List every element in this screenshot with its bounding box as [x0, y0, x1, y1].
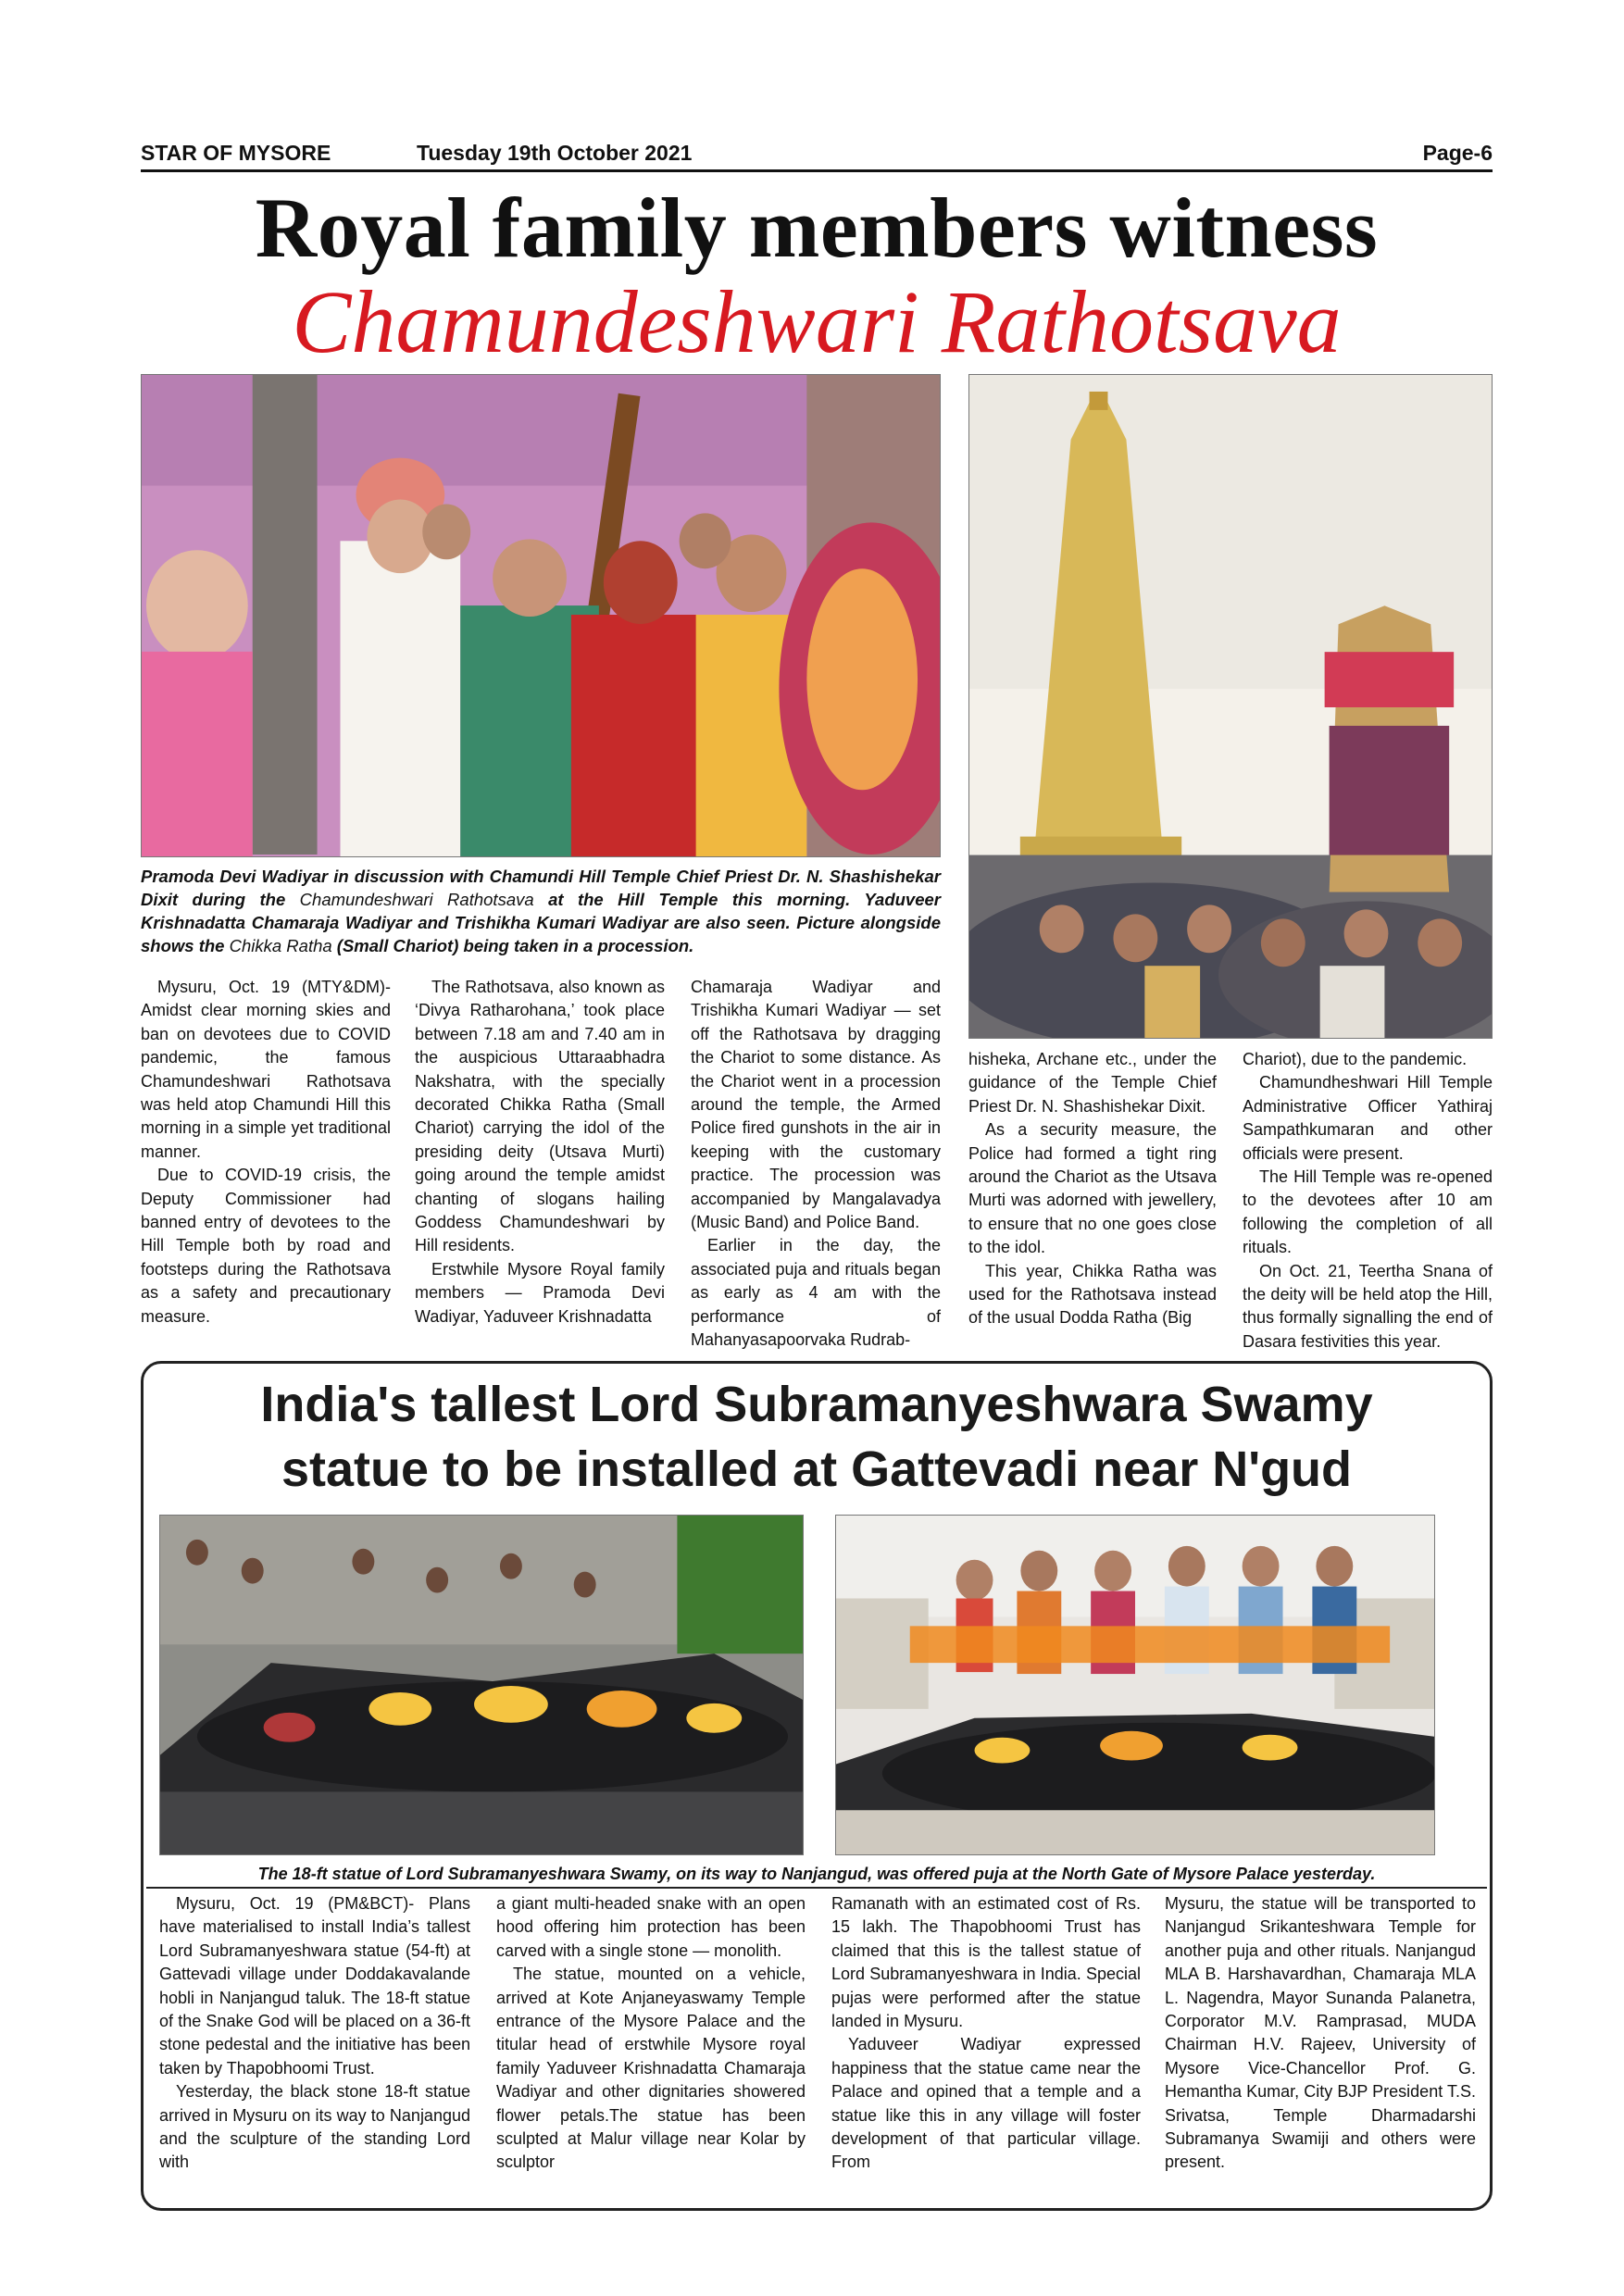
story1-headline-line2: Chamundeshwari Rathotsava: [292, 272, 1342, 371]
caption-part: (Small Chariot) being taken in a procession.: [331, 936, 694, 955]
story1-column-2: [415, 976, 665, 1329]
story2-headline-line1: India's tallest Lord Subramanyeshwara Swamy: [260, 1377, 1373, 1432]
story1-col5-para4: On Oct. 21, Teertha Snana of the deity will be held atop the Hill, thus formally signalling the end of Dasara festivities this year.: [1243, 1261, 1493, 1351]
story1-col2-para2: Erstwhile Mysore Royal family members — Pramoda Devi Wadiyar, Yaduveer Krishnadatta: [415, 1259, 665, 1326]
story1-col4-para3: This year, Chikka Ratha was used for the Rathotsava instead of the usual Dodda Ratha (Big: [968, 1261, 1217, 1328]
story2-column-2: [496, 1892, 806, 2175]
page-number: Page-6: [1422, 141, 1493, 165]
story2-col1-para2: Yesterday, the black stone 18-ft statue arrived in Mysuru on its way to Nanjangud and the sculpture of the standing Lord with: [159, 2082, 470, 2172]
story2-column-3: [831, 1892, 1141, 2175]
caption-part: Pramoda Devi Wadiyar in discussion with Chamundi Hill Temple Chief Priest Dr. N. Shashishekar Dixit during the: [141, 867, 941, 909]
story2-col2-para1: a giant multi-headed snake with an open hood offering him protection has been carved with a single stone — monolith.: [496, 1894, 806, 1960]
caption-part: Chikka Ratha: [229, 936, 332, 955]
story1-col5-para2: Chamundheshwari Hill Temple Administrative Officer Yathiraj Sampathkumaran and other officials were present.: [1243, 1073, 1493, 1163]
story1-col3-para1: Chamaraja Wadiyar and Trishikha Kumari Wadiyar — set off the Rathotsava by dragging the Chariot to some distance. As the Chariot went in a procession around the temple, the Armed Police fired gunshots in the air in keeping with the customary practice. The procession was accompanied by Mangalavadya (Music Band) and Police Band.: [691, 978, 941, 1232]
caption-part: Chamundeshwari Rathotsava: [299, 890, 534, 909]
newspaper-name: STAR OF MYSORE: [141, 141, 331, 165]
story2-col3-para1: Ramanath with an estimated cost of Rs. 15 lakh. The Thapobhoomi Trust has claimed that this is the tallest statue of Lord Subramanyeshwara in India. Special pujas were performed after the statue landed in Mysuru.: [831, 1894, 1141, 2031]
masthead: [141, 139, 1493, 172]
story1-headline-line1: Royal family members witness: [255, 181, 1379, 275]
story1-column-3: [691, 976, 941, 1353]
story1-col1-para2: Due to COVID-19 crisis, the Deputy Commissioner had banned entry of devotees to the Hill Temple both by road and footsteps during the Rathotsava as a safety and precautionary measure.: [141, 1166, 391, 1326]
story2-headline-line2: statue to be installed at Gattevadi near N'gud: [281, 1441, 1353, 1497]
story1-col5-para1: Chariot), due to the pandemic.: [1243, 1050, 1468, 1068]
story1-photo-caption: [141, 865, 941, 957]
story1-col4-para1: hisheka, Archane etc., under the guidance of the Temple Chief Priest Dr. N. Shashishekar Dixit.: [968, 1050, 1217, 1116]
story1-col5-para3: The Hill Temple was re-opened to the devotees after 10 am following the completion of all rituals.: [1243, 1167, 1493, 1257]
story1-col1-para1: Mysuru, Oct. 19 (MTY&DM)- Amidst clear morning skies and ban on devotees due to COVID pandemic, the famous Chamundeshwari Rathotsava was held atop Chamundi Hill this morning in a simple yet traditional manner.: [141, 978, 391, 1161]
photo-royal-family-temple: [141, 374, 941, 857]
issue-date: Tuesday 19th October 2021: [417, 141, 693, 165]
story2-col1-para1: Mysuru, Oct. 19 (PM&BCT)- Plans have materialised to install India’s tallest Lord Subramanyeshwara statue (54-ft) at Gattevadi village under Doddakavalande hobli in Nanjangud taluk. The 18-ft statue of the Snake God will be placed on a 36-ft stone pedestal and the initiative has been taken by Thapobhoomi Trust.: [159, 1894, 470, 2078]
story2-column-1: [159, 1892, 470, 2175]
story2-photo-caption: The 18-ft statue of Lord Subramanyeshwara Swamy, on its way to Nanjangud, was offered puja at the North Gate of Mysore Palace yesterday.: [257, 1865, 1376, 1883]
caption-part: at the Hill Temple this morning. Yaduveer Krishnadatta Chamaraja Wadiyar and Trishikha Kumari Wadiyar are also seen. Picture alongside shows the: [141, 890, 941, 955]
story2-col2-para2: The statue, mounted on a vehicle, arrived at Kote Anjaneyaswamy Temple entrance of the Mysore Palace and the titular head of erstwhile Mysore royal family Yaduveer Krishnadatta Chamaraja Wadiyar and other dignitaries showered flower petals.The statue has been sculpted at Malur village near Kolar by sculptor: [496, 1965, 806, 2172]
story1-column-4: [968, 1048, 1217, 1330]
story1-col4-para2: As a security measure, the Police had formed a tight ring around the Chariot as the Utsava Murti was adorned with jewellery, to ensure that no one goes close to the idol.: [968, 1120, 1217, 1257]
story2-headline: [144, 1372, 1489, 1502]
story1-col2-para1: The Rathotsava, also known as ‘Divya Ratharohana,’ took place between 7.18 am and 7.40 am in the auspicious Uttaraabhadra Nakshatra, with the specially decorated Chikka Ratha (Small Chariot) carrying the idol of the presiding deity (Utsava Murti) going around the temple amidst chanting of slogans hailing Goddess Chamundeshwari by Hill residents.: [415, 978, 665, 1255]
story1-column-5: [1243, 1048, 1493, 1354]
story2-col3-para2: Yaduveer Wadiyar expressed happiness that the statue came near the Palace and opined that a temple and a statue like this in any village will foster development of that particular village. From: [831, 2035, 1141, 2172]
story2-col4-para1: Mysuru, the statue will be transported to Nanjangud Srikanteshwara Temple for another puja and other rituals. Nanjangud MLA B. Harshavardhan, Chamaraja MLA L. Nagendra, Mayor Sunanda Palanetra, Corporator M.V. Ramprasad, MUDA Chairman H.V. Rajeev, University of Mysore Vice-Chancellor Prof. G. Hemantha Kumar, City BJP President T.S. Srivatsa, Temple Dharmadarshi Subramanya Swamiji and others were present.: [1165, 1894, 1476, 2172]
photo-dignitaries-puja: [835, 1515, 1435, 1855]
caption-divider: [146, 1887, 1487, 1889]
photo-statue-on-vehicle: [159, 1515, 804, 1855]
story1-col3-para2: Earlier in the day, the associated puja and rituals began as early as 4 am with the performance of Mahanyasapoorvaka Rudrab-: [691, 1236, 941, 1350]
story2-column-4: [1165, 1892, 1476, 2175]
story1-column-1: [141, 976, 391, 1329]
photo-chariot-procession: [968, 374, 1493, 1039]
